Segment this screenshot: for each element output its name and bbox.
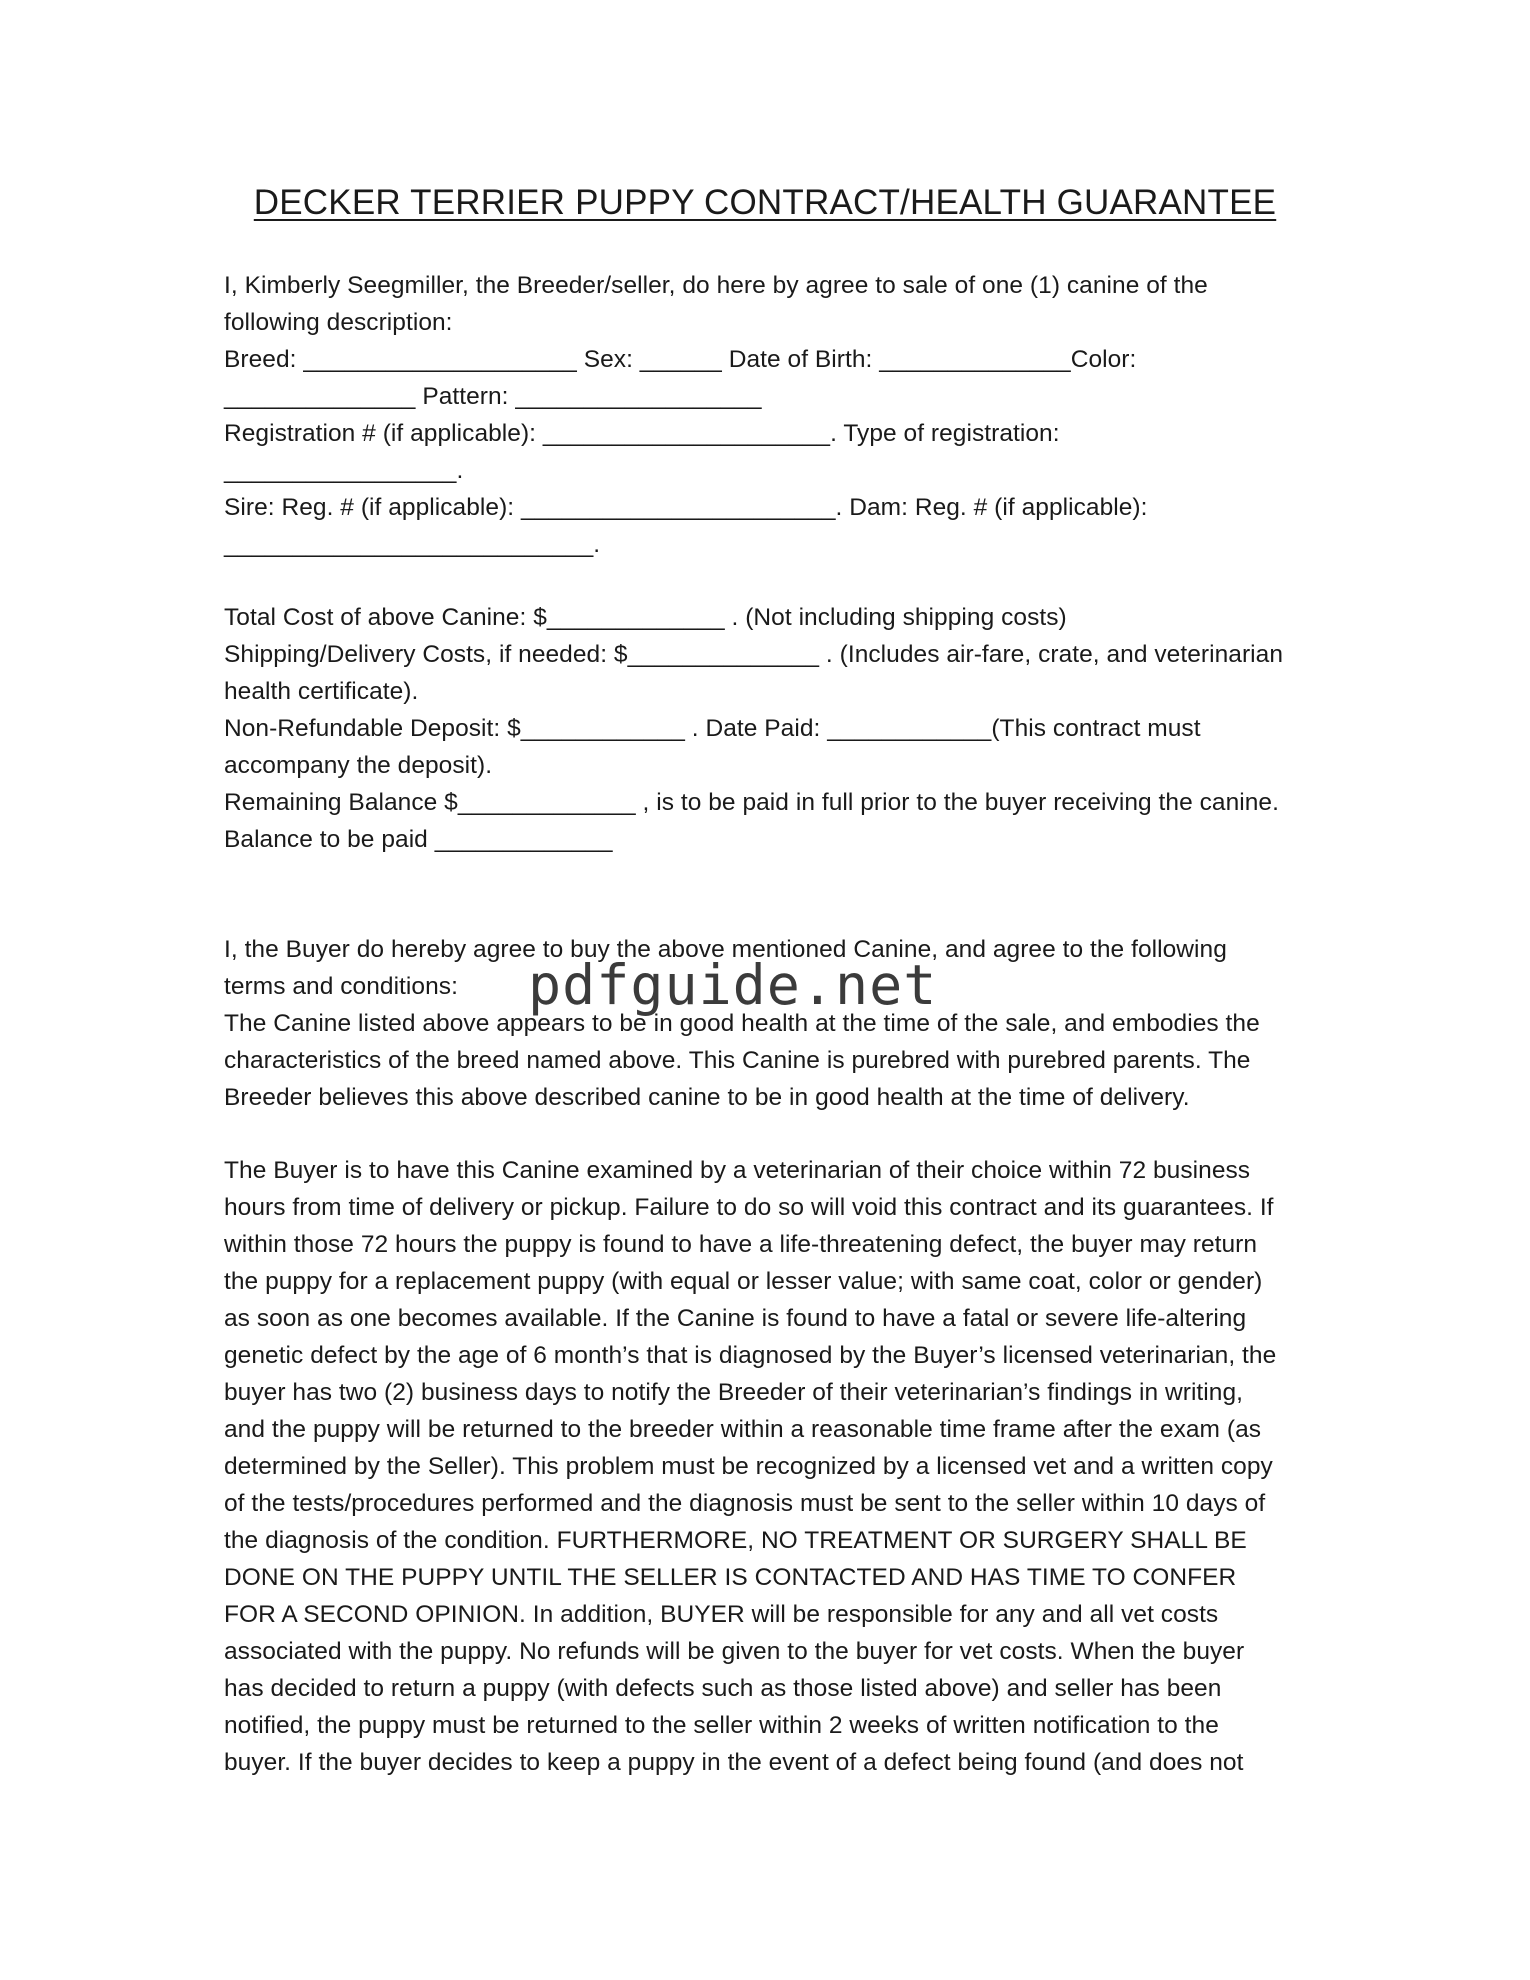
text-line: of the tests/procedures performed and the diagnosis must be sent to the seller within 10 days of	[224, 1490, 1266, 1517]
text-line: terms and conditions:	[224, 973, 458, 1000]
text-line: buyer has two (2) business days to notify the Breeder of their veterinarian’s findings in writing,	[224, 1379, 1243, 1406]
text-line: within those 72 hours the puppy is found to have a life-threatening defect, the buyer may return	[224, 1231, 1258, 1258]
text-line: I, the Buyer do hereby agree to buy the above mentioned Canine, and agree to the following	[224, 936, 1227, 963]
text-line: Breed: ____________________ Sex: ______ Date of Birth: ______________Color:	[224, 346, 1137, 373]
text-line: Remaining Balance $_____________ , is to be paid in full prior to the buyer receiving the canine.	[224, 789, 1279, 816]
text-line: the puppy for a replacement puppy (with equal or lesser value; with same coat, color or gender)	[224, 1268, 1263, 1295]
text-line: accompany the deposit).	[224, 752, 493, 779]
text-line: following description:	[224, 309, 453, 336]
text-line: the diagnosis of the condition. FURTHERMORE, NO TREATMENT OR SURGERY SHALL BE	[224, 1527, 1247, 1554]
text-line: health certificate).	[224, 678, 419, 705]
text-line: determined by the Seller). This problem must be recognized by a licensed vet and a written copy	[224, 1453, 1273, 1480]
text-line: notified, the puppy must be returned to the seller within 2 weeks of written notification to the	[224, 1712, 1219, 1739]
text-line: genetic defect by the age of 6 month’s that is diagnosed by the Buyer’s licensed veterinarian, the	[224, 1342, 1277, 1369]
text-line: DONE ON THE PUPPY UNTIL THE SELLER IS CONTACTED AND HAS TIME TO CONFER	[224, 1564, 1237, 1591]
text-line: buyer. If the buyer decides to keep a puppy in the event of a defect being found (and does not	[224, 1749, 1244, 1776]
text-line: I, Kimberly Seegmiller, the Breeder/seller, do here by agree to sale of one (1) canine of the	[224, 272, 1208, 299]
watermark: pdfguide.net	[528, 953, 938, 1017]
text-line: associated with the puppy. No refunds will be given to the buyer for vet costs. When the buyer	[224, 1638, 1245, 1665]
text-line: Shipping/Delivery Costs, if needed: $______________ . (Includes air-fare, crate, and veterinarian	[224, 641, 1283, 668]
text-line: ______________ Pattern: __________________	[224, 383, 762, 410]
text-line: has decided to return a puppy (with defects such as those listed above) and seller has been	[224, 1675, 1222, 1702]
text-line: Balance to be paid _____________	[224, 826, 613, 853]
text-line: characteristics of the breed named above. This Canine is purebred with purebred parents. The	[224, 1047, 1251, 1074]
text-line: Non-Refundable Deposit: $____________ . Date Paid: ____________(This contract must	[224, 715, 1201, 742]
text-line: Total Cost of above Canine: $_____________ . (Not including shipping costs)	[224, 604, 1067, 631]
text-line: ___________________________.	[224, 531, 601, 558]
text-line: as soon as one becomes available. If the Canine is found to have a fatal or severe life-altering	[224, 1305, 1247, 1332]
text-line: Sire: Reg. # (if applicable): _______________________. Dam: Reg. # (if applicable):	[224, 494, 1148, 521]
text-line: The Canine listed above appears to be in good health at the time of the sale, and embodies the	[224, 1010, 1260, 1037]
text-line: hours from time of delivery or pickup. Failure to do so will void this contract and its guarantees. If	[224, 1194, 1274, 1221]
text-line: and the puppy will be returned to the breeder within a reasonable time frame after the exam (as	[224, 1416, 1262, 1443]
document-title: DECKER TERRIER PUPPY CONTRACT/HEALTH GUARANTEE	[253, 183, 1277, 222]
text-line: Breeder believes this above described canine to be in good health at the time of delivery.	[224, 1084, 1190, 1111]
text-line: FOR A SECOND OPINION. In addition, BUYER will be responsible for any and all vet costs	[224, 1601, 1219, 1628]
text-line: Registration # (if applicable): _____________________. Type of registration:	[224, 420, 1060, 447]
text-line: _________________.	[224, 457, 464, 484]
text-line: The Buyer is to have this Canine examined by a veterinarian of their choice within 72 business	[224, 1157, 1251, 1184]
